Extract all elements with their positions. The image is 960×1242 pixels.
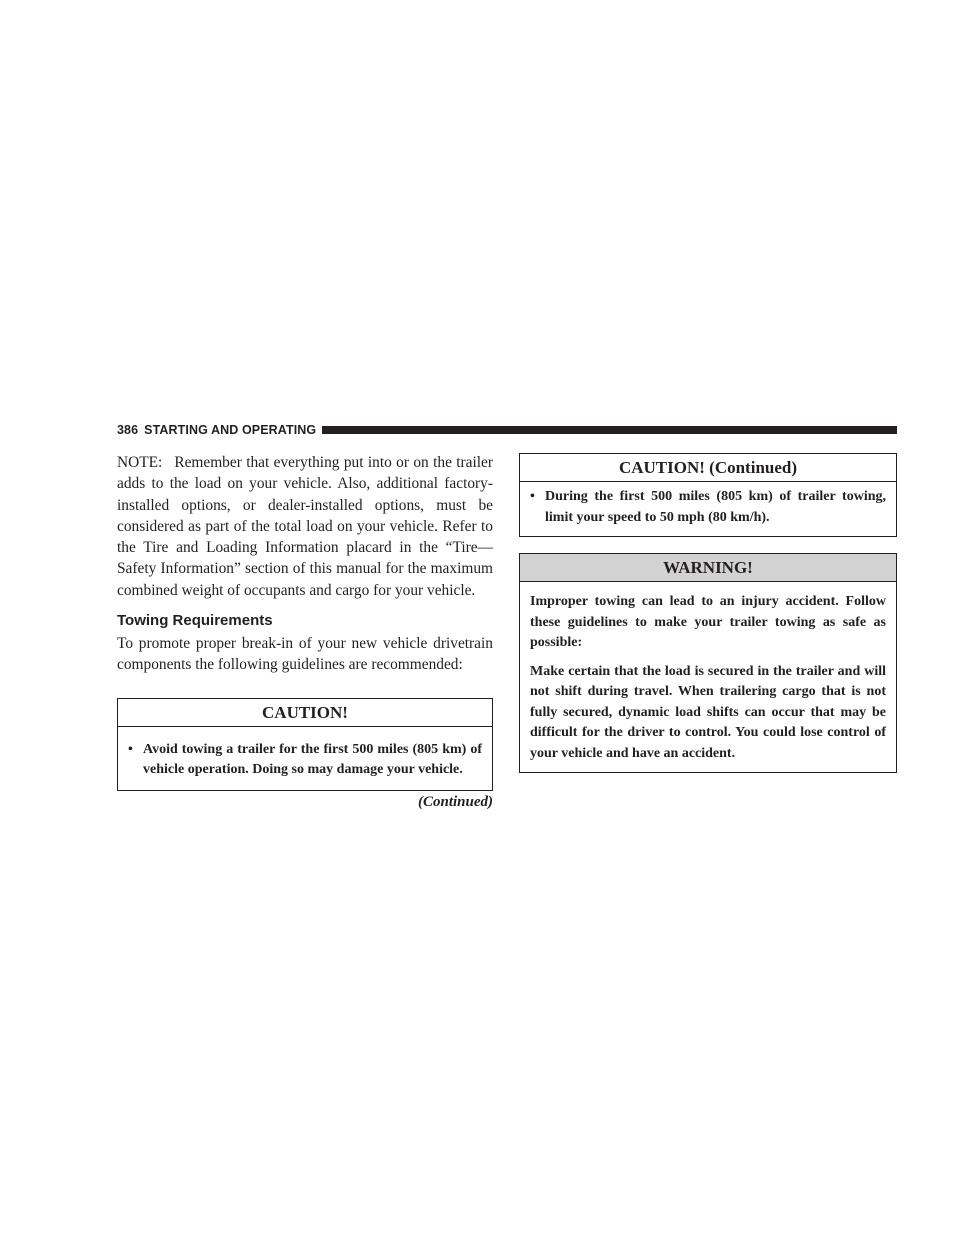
caution-bullet-text: Avoid towing a trailer for the first 500 miles (805 km) of vehicle operation. Doing so may damage your vehicle. bbox=[143, 741, 482, 778]
page-header bbox=[117, 421, 897, 439]
warning-title: WARNING! bbox=[520, 554, 896, 582]
warning-paragraph-1: Improper towing can lead to an injury accident. Follow these guidelines to make your trailer towing as safe as possible: bbox=[530, 594, 886, 650]
note-text: Remember that everything put into or on the trailer adds to the load on your vehicle. Also, additional factory-installed options, or dealer-installed options, must be considered as part of the total load on your vehicle. Refer to the Tire and Loading Information placard in the “Tire—Safety Information” section of this manual for the maximum combined weight of occupants and cargo for your vehicle. bbox=[117, 454, 493, 599]
header-rule bbox=[322, 426, 897, 434]
warning-body bbox=[520, 582, 896, 772]
bullet-icon: • bbox=[128, 741, 133, 757]
caution-bullet bbox=[128, 740, 482, 781]
right-column bbox=[519, 453, 897, 773]
left-column bbox=[117, 452, 493, 812]
caution-continued-title: CAUTION! (Continued) bbox=[520, 454, 896, 482]
caution-continued-body bbox=[520, 482, 896, 536]
caution-continued-bullet bbox=[530, 487, 886, 528]
caution-continued-bullet-text: During the first 500 miles (805 km) of trailer towing, limit your speed to 50 mph (80 km/h). bbox=[545, 489, 886, 525]
caution-body bbox=[118, 727, 492, 790]
warning-box bbox=[519, 553, 897, 773]
section-title: STARTING AND OPERATING bbox=[144, 423, 317, 437]
note-label: NOTE: bbox=[117, 454, 163, 471]
towing-requirements-heading: Towing Requirements bbox=[117, 612, 273, 630]
towing-intro-paragraph: To promote proper break-in of your new vehicle drivetrain components the following guidelines are recommended: bbox=[117, 635, 493, 674]
warning-paragraph-2: Make certain that the load is secured in the trailer and will not shift during travel. When trailering cargo that is not fully secured, dynamic load shifts can occur that may be difficult for the driver to control. You could lose control of your vehicle and have an accident. bbox=[530, 663, 886, 761]
page-number: 386 bbox=[117, 423, 139, 437]
caution-box bbox=[117, 698, 493, 791]
note-paragraph bbox=[117, 452, 493, 601]
continued-label: (Continued) bbox=[417, 793, 493, 810]
bullet-icon: • bbox=[530, 489, 535, 504]
caution-continued-box bbox=[519, 453, 897, 537]
caution-title: CAUTION! bbox=[118, 699, 492, 727]
